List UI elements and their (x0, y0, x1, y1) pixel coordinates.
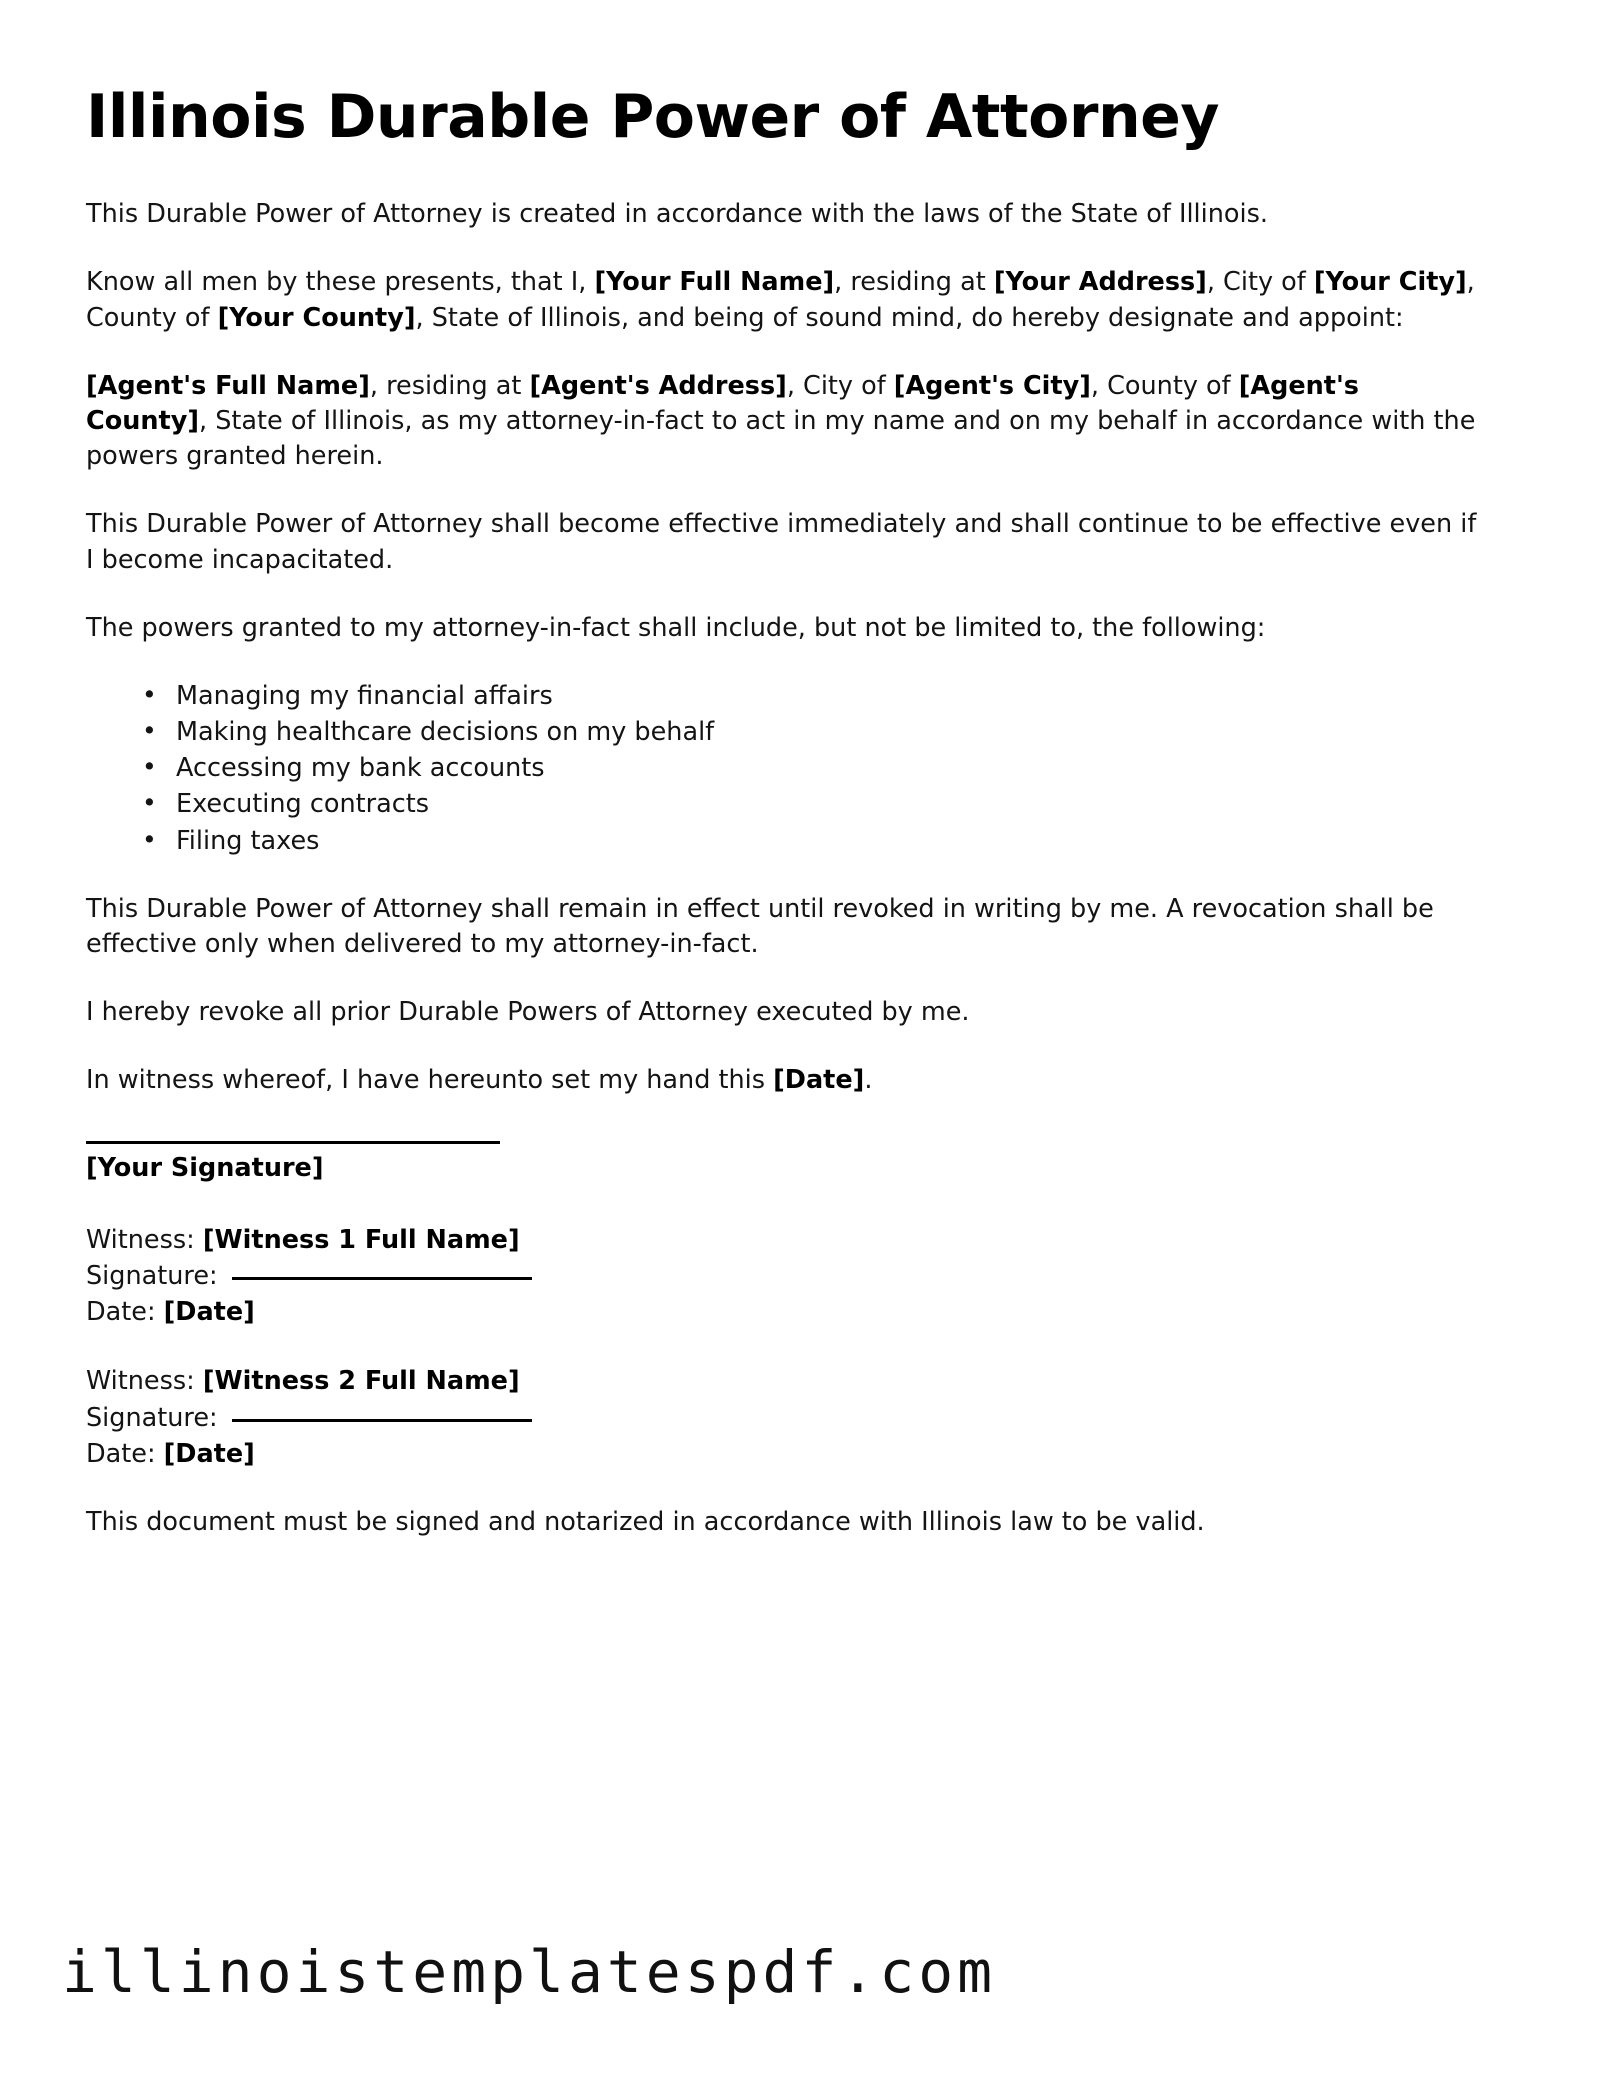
remain-in-effect-paragraph: This Durable Power of Attorney shall remain in effect until revoked in writing by me. A revocation shall be effective only when delivered to my attorney-in-fact. (86, 893, 1434, 959)
list-item: • Managing my financial affairs (142, 679, 1512, 714)
witness-label: Witness: (86, 1366, 203, 1397)
placeholder-your-county: [Your County] (217, 302, 416, 333)
placeholder-witness-2-full-name: [Witness 2 Full Name] (202, 1366, 520, 1397)
witness-block-2 (86, 1363, 1512, 1472)
powers-list (86, 679, 1512, 859)
agent-seg1: , residing at (369, 370, 530, 401)
placeholder-agent-full-name: [Agent's Full Name] (86, 370, 370, 401)
witness-date-line (86, 1436, 1512, 1472)
principal-paragraph (86, 265, 1481, 335)
witness-block-1 (86, 1222, 1512, 1331)
placeholder-witness-2-date: [Date] (163, 1438, 255, 1469)
date-label: Date: (86, 1297, 164, 1328)
effective-paragraph: This Durable Power of Attorney shall become effective immediately and shall continue to be effective even if I become incapacitated. (86, 509, 1477, 575)
witness-name-line (86, 1363, 1512, 1399)
witness-signature-line (86, 1258, 1512, 1294)
revoke-prior-paragraph: I hereby revoke all prior Durable Powers of Attorney executed by me. (86, 997, 970, 1028)
placeholder-agent-county: [Agent's County] (86, 370, 1359, 436)
placeholder-your-city: [Your City] (1313, 267, 1467, 298)
principal-seg4: , County of (86, 267, 1475, 333)
witness-signature-blank (232, 1419, 532, 1422)
placeholder-your-address: [Your Address] (993, 267, 1207, 298)
witness-signature-line (86, 1400, 1512, 1436)
principal-seg5: , State of Illinois, and being of sound mind, do hereby designate and appoint: (415, 302, 1404, 333)
placeholder-agent-address: [Agent's Address] (529, 370, 787, 401)
list-item: • Executing contracts (142, 787, 1512, 822)
placeholder-date: [Date] (773, 1065, 865, 1096)
placeholder-your-signature: [Your Signature] (86, 1152, 324, 1183)
list-item: • Making healthcare decisions on my behalf (142, 715, 1512, 750)
date-label: Date: (86, 1438, 164, 1469)
signature-line (86, 1141, 500, 1144)
witness-date-line (86, 1294, 1512, 1330)
placeholder-witness-1-full-name: [Witness 1 Full Name] (202, 1224, 520, 1255)
intro-paragraph: This Durable Power of Attorney is created in accordance with the laws of the State of Illinois. (86, 199, 1268, 230)
principal-signature-block (86, 1141, 1512, 1186)
agent-seg3: , County of (1090, 370, 1239, 401)
agent-seg4: , State of Illinois, as my attorney-in-fact to act in my name and on my behalf in accordance with the powers granted herein. (86, 405, 1476, 472)
principal-seg2: , residing at (834, 267, 994, 298)
placeholder-witness-1-date: [Date] (163, 1297, 255, 1328)
list-item: • Filing taxes (142, 824, 1512, 859)
witness-whereof-seg2: . (864, 1065, 873, 1096)
signature-label: Signature: (86, 1402, 226, 1433)
placeholder-agent-city: [Agent's City] (893, 370, 1091, 401)
witness-whereof-seg1: In witness whereof, I have hereunto set my hand this (86, 1065, 774, 1096)
notary-note: This document must be signed and notarized in accordance with Illinois law to be valid. (86, 1506, 1205, 1537)
agent-paragraph (86, 369, 1481, 475)
agent-seg2: , City of (786, 370, 894, 401)
page-title: Illinois Durable Power of Attorney (86, 82, 1219, 152)
principal-seg1: Know all men by these presents, that I, (86, 267, 595, 298)
witness-whereof-paragraph (86, 1063, 1481, 1098)
site-watermark: illinoistemplatespdf.com (62, 1938, 997, 2006)
signature-label: Signature: (86, 1260, 226, 1291)
principal-seg3: , City of (1206, 267, 1314, 298)
witness-name-line (86, 1222, 1512, 1258)
witness-signature-blank (232, 1277, 532, 1280)
witness-label: Witness: (86, 1224, 203, 1255)
list-item: • Accessing my bank accounts (142, 751, 1512, 786)
placeholder-your-full-name: [Your Full Name] (594, 267, 835, 298)
powers-intro-paragraph: The powers granted to my attorney-in-fact shall include, but not be limited to, the following: (86, 612, 1266, 643)
